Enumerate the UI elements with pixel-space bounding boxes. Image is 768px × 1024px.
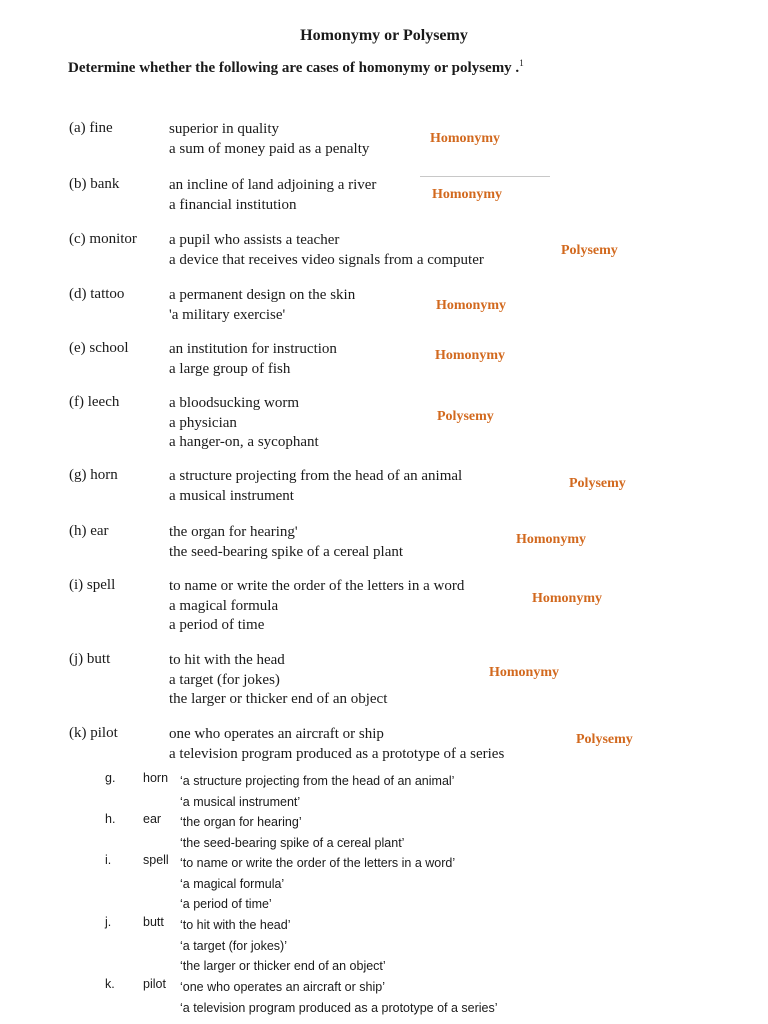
reference-letter: j. (105, 915, 112, 929)
reference-sense-line: ‘a structure projecting from the head of an animal’ (180, 774, 455, 788)
exercise-term: (i) spell (69, 577, 116, 593)
instruction-label: Determine whether the following are cases of homonymy or polysemy . (68, 60, 520, 76)
sense-line: the seed-bearing spike of a cereal plant (169, 543, 404, 560)
sense-line: to hit with the head (169, 652, 285, 668)
sense-line: a hanger-on, a sycophant (169, 434, 319, 450)
reference-sense-line: ‘one who operates an aircraft or ship’ (180, 980, 385, 994)
exercise-term: (j) butt (69, 651, 111, 667)
sense-line: a period of time (169, 617, 265, 633)
sense-line: to name or write the order of the letters in a word (169, 578, 465, 594)
answer-label: Polysemy (569, 476, 626, 491)
exercise-term: (f) leech (69, 394, 120, 410)
sense-line: an incline of land adjoining a river (169, 177, 377, 193)
reference-sense-line: ‘a period of time’ (180, 897, 272, 912)
reference-senses (180, 977, 498, 1018)
reference-senses (180, 853, 455, 915)
sense-list (169, 340, 337, 379)
sense-list (169, 725, 504, 764)
sense-line: a device that receives video signals from a computer (169, 251, 484, 268)
answer-label: Homonymy (489, 665, 559, 680)
sense-list (169, 651, 387, 710)
exercise-term: (b) bank (69, 176, 120, 192)
reference-sense-line: ‘the larger or thicker end of an object’ (180, 959, 386, 974)
reference-term: ear (143, 812, 162, 826)
sense-list (169, 286, 355, 325)
sense-list (169, 577, 464, 636)
sense-line: a physician (169, 414, 237, 431)
exercise-term: (h) ear (69, 523, 109, 539)
exercise-term: (c) monitor (69, 231, 137, 247)
sense-line: a magical formula (169, 597, 279, 614)
page-title: Homonymy or Polysemy (300, 27, 468, 44)
sense-line: an institution for instruction (169, 341, 337, 357)
answer-label: Homonymy (432, 187, 502, 202)
sense-line: a musical instrument (169, 487, 294, 504)
sense-list (169, 176, 376, 215)
reference-term: butt (143, 915, 164, 929)
sense-line: the larger or thicker end of an object (169, 691, 388, 707)
answer-label: Polysemy (576, 732, 633, 747)
reference-senses (180, 915, 386, 977)
sense-line: a structure projecting from the head of an animal (169, 468, 463, 484)
sense-line: a permanent design on the skin (169, 287, 356, 303)
exercise-term: (a) fine (69, 120, 113, 136)
sense-line: superior in quality (169, 121, 279, 137)
answer-label: Homonymy (436, 298, 506, 313)
sense-line: a target (for jokes) (169, 671, 280, 688)
reference-letter: g. (105, 771, 116, 785)
reference-letter: h. (105, 812, 116, 826)
exercise-term: (e) school (69, 340, 129, 356)
sense-line: a pupil who assists a teacher (169, 232, 340, 248)
exercise-term: (g) horn (69, 467, 118, 483)
reference-sense-line: ‘the organ for hearing’ (180, 815, 302, 829)
reference-sense-line: ‘a television program produced as a prototype of a series’ (180, 1000, 498, 1015)
answer-label: Polysemy (437, 409, 494, 424)
answer-label: Polysemy (561, 243, 618, 258)
answer-label: Homonymy (435, 348, 505, 363)
sense-line: a large group of fish (169, 360, 291, 377)
reference-senses (180, 812, 404, 853)
reference-sense-line: ‘a target (for jokes)’ (180, 938, 287, 953)
instruction-text (68, 58, 524, 77)
reference-sense-line: ‘a magical formula’ (180, 876, 285, 891)
sense-line: a sum of money paid as a penalty (169, 140, 370, 157)
reference-sense-line: ‘the seed-bearing spike of a cereal plant’ (180, 835, 405, 850)
sense-list (169, 467, 462, 506)
answer-label: Homonymy (430, 131, 500, 146)
reference-term: horn (143, 771, 169, 785)
reference-term: pilot (143, 977, 166, 991)
reference-sense-line: ‘a musical instrument’ (180, 794, 301, 809)
sense-line: 'a military exercise' (169, 306, 286, 323)
exercise-term: (k) pilot (69, 725, 118, 741)
answer-label: Homonymy (516, 532, 586, 547)
sense-line: a financial institution (169, 196, 297, 213)
reference-senses (180, 771, 454, 812)
reference-sense-line: ‘to hit with the head’ (180, 918, 291, 932)
sense-list (169, 231, 484, 270)
footnote-marker: 1 (519, 58, 524, 68)
sense-line: a television program produced as a prototype of a series (169, 745, 505, 762)
sense-list (169, 394, 319, 453)
reference-sense-line: ‘to name or write the order of the letters in a word’ (180, 856, 456, 870)
divider-line (420, 176, 550, 177)
reference-term: spell (143, 853, 169, 867)
reference-letter: i. (105, 853, 112, 867)
sense-line: the organ for hearing' (169, 524, 298, 540)
exercise-term: (d) tattoo (69, 286, 125, 302)
sense-line: a bloodsucking worm (169, 395, 299, 411)
answer-label: Homonymy (532, 591, 602, 606)
reference-letter: k. (105, 977, 115, 991)
sense-list (169, 523, 403, 562)
sense-list (169, 120, 369, 159)
sense-line: one who operates an aircraft or ship (169, 726, 384, 742)
